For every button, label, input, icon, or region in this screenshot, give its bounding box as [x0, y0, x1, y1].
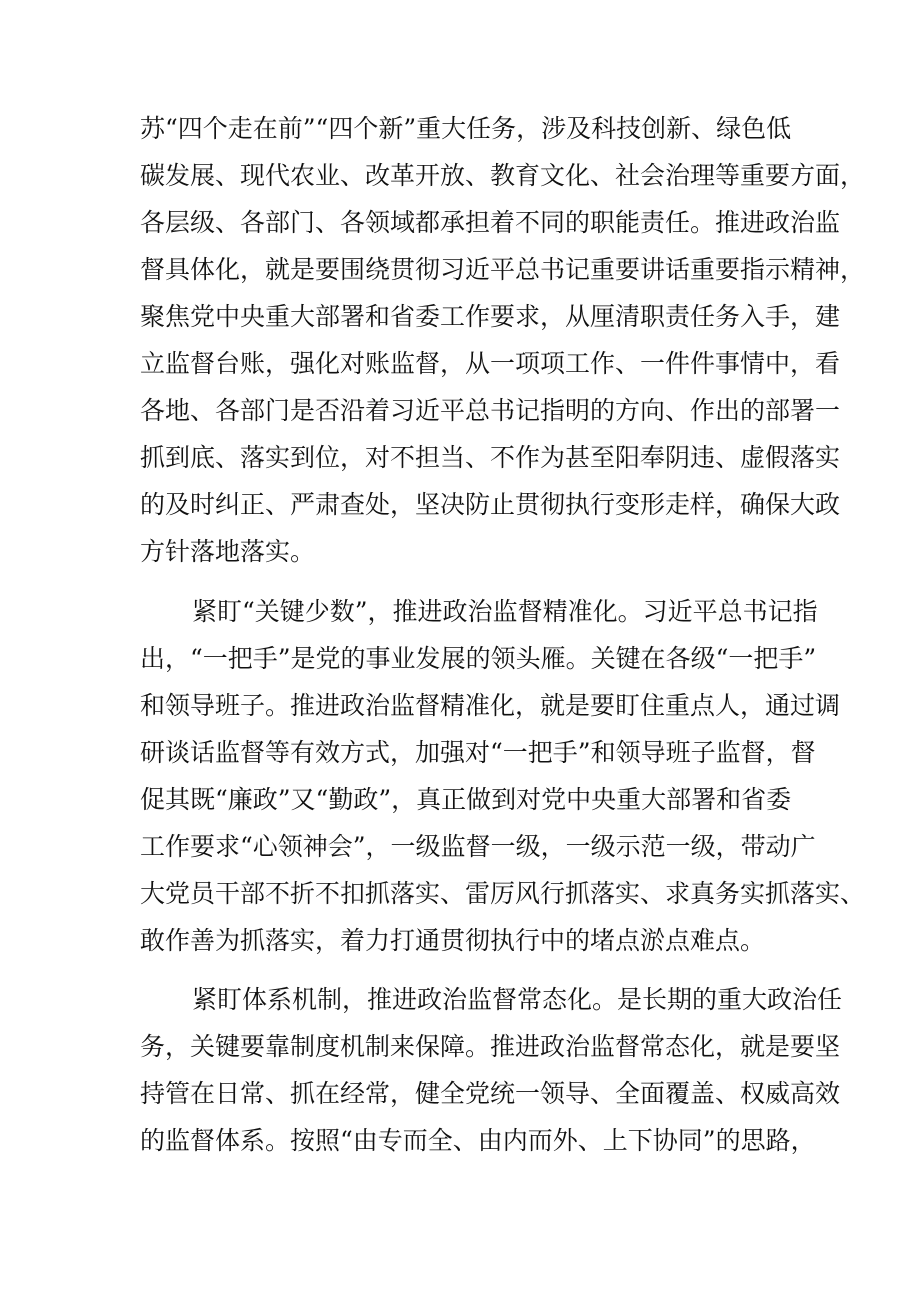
text-line: 促其既“廉政”又“勤政”，真正做到对党中央重大部署和省委 [140, 785, 792, 814]
text-line: 立监督台账，强化对账监督，从一项项工作、一件件事情中，看 [140, 349, 841, 378]
text-line: 的及时纠正、严肃查处，坚决防止贯彻执行变形走样，确保大政 [140, 490, 841, 519]
text-line: 工作要求“心领神会”，一级监督一级，一级示范一级，带动广 [140, 832, 816, 861]
text-line: 苏“四个走在前”“四个新”重大任务，涉及科技创新、绿色低 [140, 114, 792, 143]
text-line: 聚焦党中央重大部署和省委工作要求，从厘清职责任务入手，建 [140, 302, 841, 331]
text-line: 大党员干部不折不扣抓落实、雷厉风行抓落实、求真务实抓落实、 [140, 879, 866, 908]
text-line: 抓到底、落实到位，对不担当、不作为甚至阳奉阴违、虚假落实 [140, 443, 841, 472]
text-line: 的监督体系。按照“由专而全、由内而外、上下协同”的思路， [140, 1126, 816, 1155]
text-line: 敢作善为抓落实，着力打通贯彻执行中的堵点淤点难点。 [140, 926, 766, 955]
text-line: 督具体化，就是要围绕贯彻习近平总书记重要讲话重要指示精神， [140, 255, 866, 284]
text-line: 持管在日常、抓在经常，健全党统一领导、全面覆盖、权威高效 [140, 1079, 841, 1108]
text-line: 出，“一把手”是党的事业发展的领头雁。关键在各级“一把手” [140, 644, 817, 673]
text-line: 紧盯“关键少数”，推进政治监督精准化。习近平总书记指 [192, 597, 818, 626]
text-line: 和领导班子。推进政治监督精准化，就是要盯住重点人，通过调 [140, 691, 841, 720]
text-line: 各地、各部门是否沿着习近平总书记指明的方向、作出的部署一 [140, 396, 841, 425]
text-line: 研谈话监督等有效方式，加强对“一把手”和领导班子监督，督 [140, 738, 816, 767]
text-line: 务，关键要靠制度机制来保障。推进政治监督常态化，就是要坚 [140, 1032, 841, 1061]
text-line: 方针落地落实。 [140, 537, 316, 566]
text-line: 碳发展、现代农业、改革开放、教育文化、社会治理等重要方面， [140, 161, 866, 190]
text-line: 紧盯体系机制，推进政治监督常态化。是长期的重大政治任 [192, 985, 843, 1014]
text-line: 各层级、各部门、各领域都承担着不同的职能责任。推进政治监 [140, 208, 841, 237]
